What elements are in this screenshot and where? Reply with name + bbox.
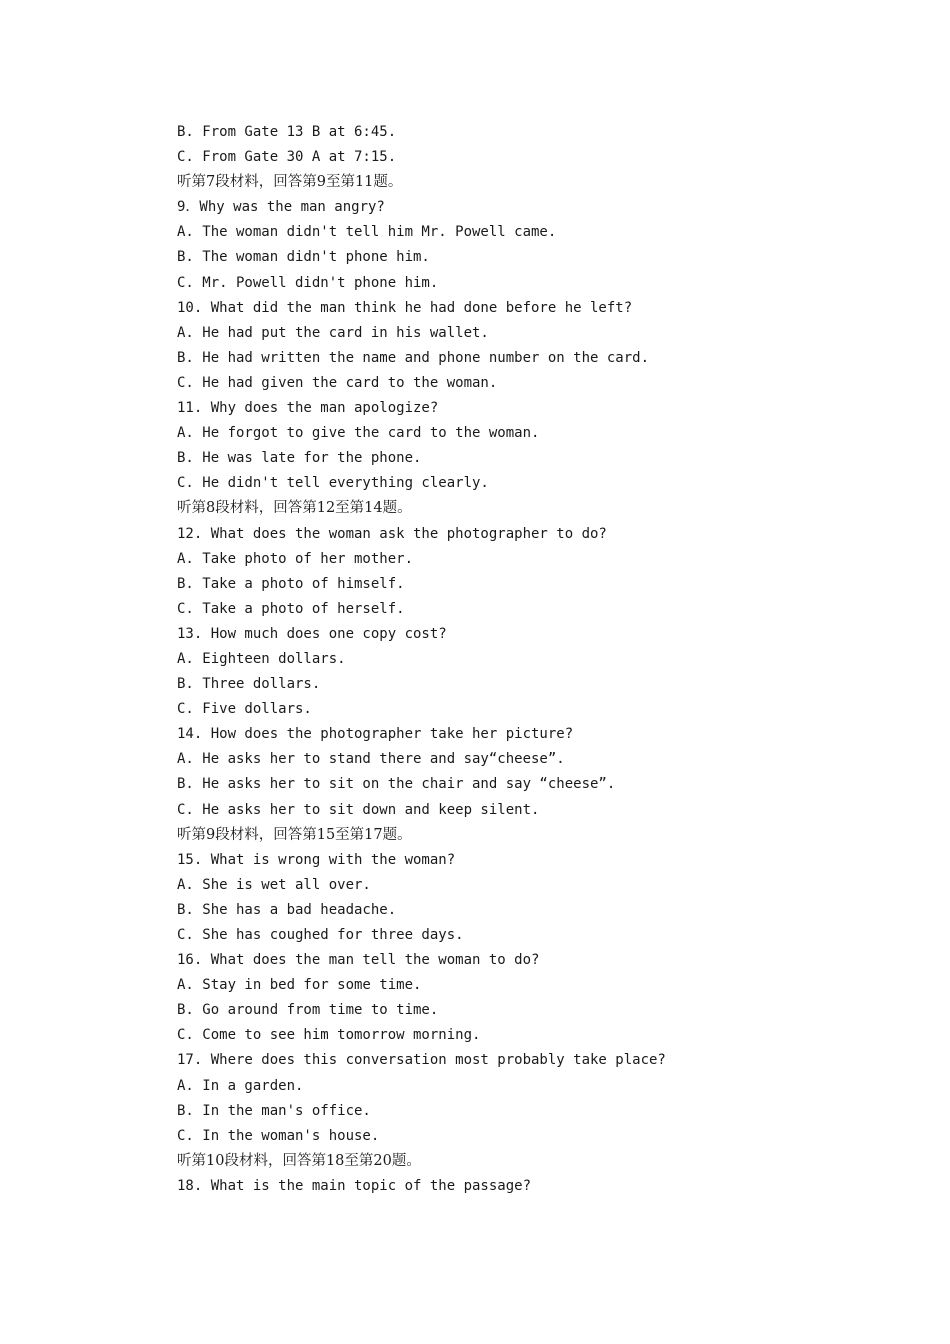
question-text: 15. What is wrong with the woman? (177, 851, 456, 868)
answer-option: B. She has a bad headache. (177, 901, 397, 918)
answer-option: B. Take a photo of himself. (177, 575, 405, 592)
answer-option: A. The woman didn't tell him Mr. Powell came. (177, 224, 557, 241)
question-text: 18. What is the main topic of the passage? (177, 1177, 532, 1194)
answer-option: B. From Gate 13 B at 6:45. (177, 124, 397, 140)
answer-option: C. He asks her to sit down and keep silent. (177, 801, 540, 818)
answer-option: A. Take photo of her mother. (177, 550, 414, 567)
answer-option: A. Eighteen dollars. (177, 650, 346, 667)
answer-option: A. He asks her to stand there and say“cheese”. (177, 751, 565, 768)
answer-option: A. He forgot to give the card to the woman. (177, 425, 540, 442)
answer-option: A. She is wet all over. (177, 876, 371, 893)
answer-option: B. He asks her to sit on the chair and say “cheese”. (177, 776, 616, 793)
answer-option: C. He didn't tell everything clearly. (177, 475, 489, 492)
answer-option: C. Come to see him tomorrow morning. (177, 1027, 481, 1044)
answer-option: B. He had written the name and phone number on the card. (177, 349, 650, 366)
question-text: 13. How much does one copy cost? (177, 625, 447, 642)
answer-option: C. She has coughed for three days. (177, 927, 464, 943)
section-heading: 听第10段材料，回答第18至第20题。 (177, 1152, 421, 1169)
answer-option: C. He had given the card to the woman. (177, 374, 498, 391)
answer-option: C. Mr. Powell didn't phone him. (177, 274, 439, 291)
question-text: 11. Why does the man apologize? (177, 400, 439, 417)
answer-option: B. In the man's office. (177, 1102, 371, 1119)
answer-option: A. He had put the card in his wallet. (177, 324, 489, 341)
question-text: 17. Where does this conversation most probably take place? (177, 1052, 666, 1069)
question-text: 10. What did the man think he had done before he left? (177, 299, 633, 316)
answer-option: B. He was late for the phone. (177, 450, 422, 467)
answer-option: C. Five dollars. (177, 701, 312, 718)
answer-option: B. Three dollars. (177, 676, 321, 693)
answer-option: C. Take a photo of herself. (177, 600, 405, 617)
document-page (177, 120, 877, 1199)
question-text: 12. What does the woman ask the photographer to do? (177, 525, 607, 542)
section-heading: 听第8段材料，回答第12至第14题。 (177, 500, 412, 517)
answer-option: B. The woman didn't phone him. (177, 249, 430, 266)
section-heading: 听第7段材料，回答第9至第11题。 (177, 174, 403, 191)
section-heading: 听第9段材料，回答第15至第17题。 (177, 826, 412, 843)
answer-option: B. Go around from time to time. (177, 1002, 439, 1019)
question-text: 14. How does the photographer take her picture? (177, 726, 574, 743)
answer-option: A. Stay in bed for some time. (177, 977, 422, 994)
answer-option: C. In the woman's house. (177, 1127, 380, 1144)
question-text: 9．Why was the man angry? (177, 199, 385, 216)
question-text: 16. What does the man tell the woman to do? (177, 952, 540, 969)
answer-option: C. From Gate 30 A at 7:15. (177, 149, 397, 166)
answer-option: A. In a garden. (177, 1077, 304, 1094)
